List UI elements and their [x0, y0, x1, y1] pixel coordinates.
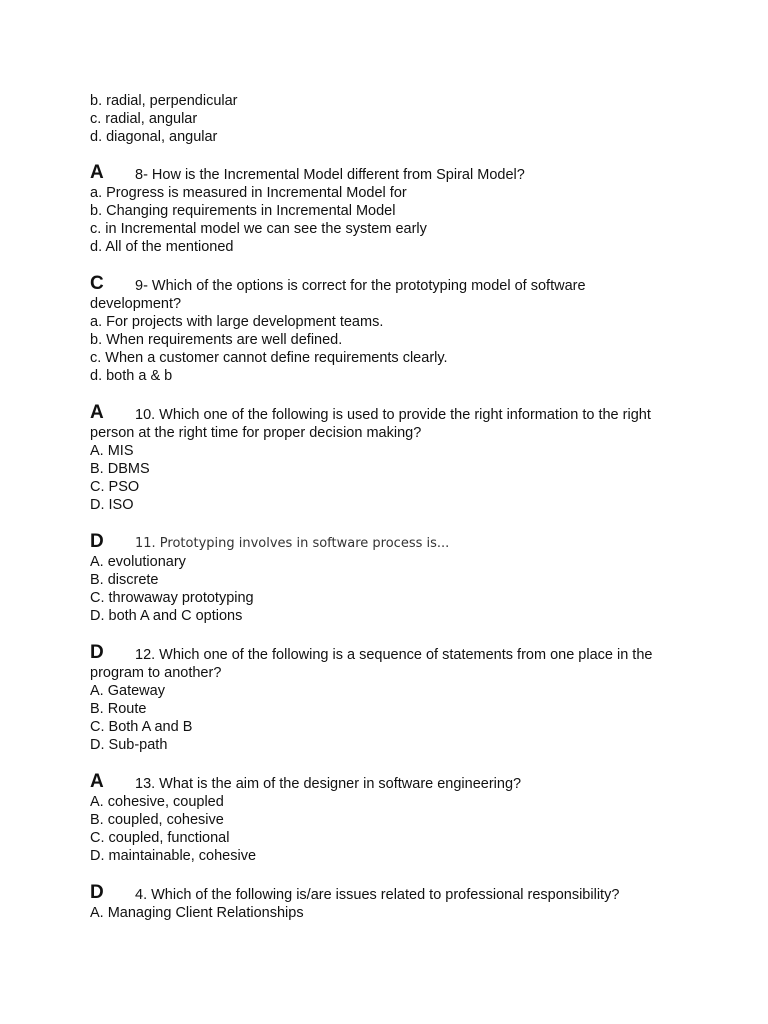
option-line: b. radial, perpendicular	[90, 93, 238, 109]
quiz-content	[90, 92, 730, 922]
option-line: a. For projects with large development teams.	[90, 314, 384, 330]
option-line: A. Managing Client Relationships	[90, 905, 304, 921]
option-line: D. both A and C options	[90, 608, 243, 624]
question-header	[90, 642, 730, 682]
question-header	[90, 273, 730, 313]
question-header	[90, 162, 730, 184]
question-block	[90, 273, 730, 385]
question-text: 9- Which of the options is correct for the prototyping model of software development?	[90, 278, 586, 312]
question-text: 8- How is the Incremental Model different from Spiral Model?	[135, 167, 525, 183]
option-line: d. diagonal, angular	[90, 129, 218, 145]
question-block	[90, 771, 730, 865]
answer-key: A	[90, 402, 104, 423]
answer-key: A	[90, 162, 104, 183]
question-block	[90, 531, 730, 625]
question-text: 11. Prototyping involves in software process is...	[135, 536, 450, 551]
answer-key: D	[90, 882, 104, 903]
option-line: a. Progress is measured in Incremental Model for	[90, 185, 407, 201]
question-text: 12. Which one of the following is a sequence of statements from one place in the program to another?	[90, 647, 653, 681]
question-header	[90, 771, 730, 793]
carry-over-options	[90, 92, 730, 146]
option-line: c. radial, angular	[90, 111, 198, 127]
option-line: b. When requirements are well defined.	[90, 332, 343, 348]
question-block	[90, 882, 730, 922]
question-text: 10. Which one of the following is used to provide the right information to the right person at the right time for proper decision making?	[90, 407, 651, 441]
question-header	[90, 882, 730, 904]
question-block	[90, 402, 730, 514]
option-line: A. cohesive, coupled	[90, 794, 224, 810]
option-line: d. both a & b	[90, 368, 173, 384]
option-line: c. When a customer cannot define requirements clearly.	[90, 350, 448, 366]
answer-key: C	[90, 273, 104, 294]
question-text: 13. What is the aim of the designer in software engineering?	[135, 776, 522, 792]
question-header	[90, 402, 730, 442]
option-line: A. Gateway	[90, 683, 165, 699]
option-line: c. in Incremental model we can see the system early	[90, 221, 427, 237]
option-line: C. PSO	[90, 479, 140, 495]
option-line: A. MIS	[90, 443, 134, 459]
question-block	[90, 642, 730, 754]
option-line: D. Sub-path	[90, 737, 168, 753]
option-line: B. coupled, cohesive	[90, 812, 224, 828]
option-line: D. maintainable, cohesive	[90, 848, 257, 864]
option-line: B. Route	[90, 701, 147, 717]
answer-key: A	[90, 771, 104, 792]
option-line: A. evolutionary	[90, 554, 186, 570]
question-block	[90, 162, 730, 256]
option-line: B. DBMS	[90, 461, 150, 477]
option-line: d. All of the mentioned	[90, 239, 234, 255]
question-text: 4. Which of the following is/are issues related to professional responsibility?	[135, 887, 620, 903]
option-line: C. coupled, functional	[90, 830, 230, 846]
question-header	[90, 531, 730, 553]
option-line: C. Both A and B	[90, 719, 193, 735]
answer-key: D	[90, 531, 104, 552]
option-line: B. discrete	[90, 572, 159, 588]
option-line: b. Changing requirements in Incremental Model	[90, 203, 396, 219]
answer-key: D	[90, 642, 104, 663]
option-line: D. ISO	[90, 497, 134, 513]
option-line: C. throwaway prototyping	[90, 590, 254, 606]
